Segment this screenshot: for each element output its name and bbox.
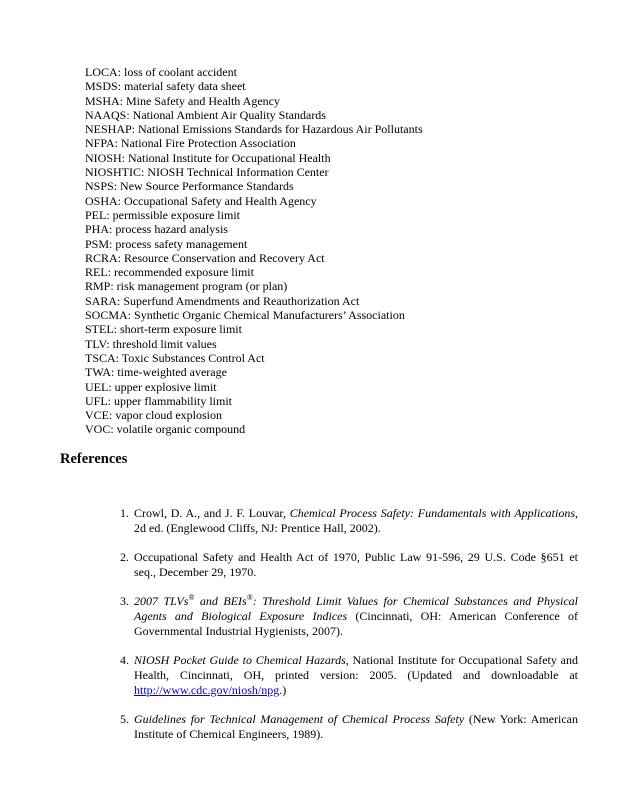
- abbreviation-item: NAAQS: National Ambient Air Quality Standards: [85, 107, 326, 122]
- reference-number: 3.: [120, 594, 129, 608]
- references-heading: References: [60, 451, 128, 467]
- abbreviation-item: NIOSH: National Institute for Occupational Health: [85, 150, 331, 165]
- reference-details: , 2d ed. (Englewood Cliffs, NJ: Prentice Hall, 2002).: [134, 506, 578, 535]
- reference-tail: .): [279, 683, 287, 697]
- abbreviation-item: TLV: threshold limit values: [85, 336, 217, 351]
- abbreviation-item: PEL: permissible exposure limit: [85, 207, 240, 222]
- reference-text: [134, 594, 578, 639]
- abbreviation-item: NIOSHTIC: NIOSH Technical Information Center: [85, 165, 329, 180]
- abbreviation-item: TSCA: Toxic Substances Control Act: [85, 350, 265, 365]
- reference-details: (New York: American Institute of Chemical Engineers, 1989).: [134, 712, 578, 741]
- registered-mark: ®: [188, 593, 195, 602]
- reference-title-part: 2007 TLVs: [134, 594, 189, 608]
- reference-list: [120, 506, 578, 756]
- reference-number: 4.: [120, 653, 129, 667]
- reference-authors: Crowl, D. A., and J. F. Louvar,: [134, 506, 290, 520]
- abbreviation-item: UEL: upper explosive limit: [85, 379, 217, 394]
- abbreviation-item: SARA: Superfund Amendments and Reauthorization Act: [85, 293, 360, 308]
- abbreviation-list: [85, 65, 423, 437]
- abbreviation-item: RMP: risk management program (or plan): [85, 279, 288, 294]
- abbreviation-item: REL: recommended exposure limit: [85, 265, 254, 280]
- abbreviation-item: VCE: vapor cloud explosion: [85, 408, 222, 423]
- abbreviation-item: NSPS: New Source Performance Standards: [85, 179, 294, 194]
- reference-item-5: [120, 712, 578, 742]
- abbreviation-item: UFL: upper flammability limit: [85, 393, 232, 408]
- abbreviation-item: MSDS: material safety data sheet: [85, 79, 246, 94]
- abbreviation-item: SOCMA: Synthetic Organic Chemical Manufacturers’ Association: [85, 308, 405, 323]
- abbreviation-item: LOCA: loss of coolant accident: [85, 65, 237, 79]
- registered-mark: ®: [246, 593, 253, 602]
- abbreviation-item: PHA: process hazard analysis: [85, 222, 228, 237]
- reference-title-part: and BEIs: [194, 594, 247, 608]
- abbreviation-item: RCRA: Resource Conservation and Recovery Act: [85, 250, 325, 265]
- reference-details: , National Institute for Occupational Safety and Health, Cincinnati, OH, printed version: 2005. (Updated and downloadable at: [134, 653, 578, 682]
- abbreviation-item: OSHA: Occupational Safety and Health Agency: [85, 193, 317, 208]
- niosh-link[interactable]: http://www.cdc.gov/niosh/npg: [134, 683, 280, 697]
- reference-details: (Cincinnati, OH: American Conference of Governmental Industrial Hygienists, 2007).: [134, 609, 578, 638]
- abbreviation-item: TWA: time-weighted average: [85, 365, 227, 380]
- reference-item-1: [120, 506, 578, 536]
- reference-item-4: [120, 653, 578, 698]
- reference-text: [134, 506, 578, 536]
- reference-number: 5.: [120, 712, 129, 726]
- reference-title: Chemical Process Safety: Fundamentals with Applications: [289, 506, 575, 520]
- reference-title: NIOSH Pocket Guide to Chemical Hazards: [134, 653, 346, 667]
- reference-number: 1.: [120, 506, 129, 520]
- abbreviation-item: NFPA: National Fire Protection Association: [85, 136, 296, 151]
- abbreviation-item: PSM: process safety management: [85, 236, 248, 251]
- abbreviation-item: NESHAP: National Emissions Standards for Hazardous Air Pollutants: [85, 122, 423, 137]
- reference-text: [134, 653, 578, 698]
- reference-text: [134, 712, 578, 742]
- reference-item-2: [120, 550, 578, 580]
- reference-text: Occupational Safety and Health Act of 1970, Public Law 91-596, 29 U.S. Code §651 et seq., December 29, 1970.: [134, 550, 578, 579]
- reference-title-part: : Threshold Limit Values for Chemical Substances and Physical Agents and Biological Exposure Indices: [134, 594, 579, 623]
- reference-item-3: [120, 594, 578, 639]
- reference-title: Guidelines for Technical Management of Chemical Process Safety: [134, 712, 465, 726]
- abbreviation-item: MSHA: Mine Safety and Health Agency: [85, 93, 280, 108]
- abbreviation-item: VOC: volatile organic compound: [85, 422, 246, 437]
- reference-number: 2.: [120, 550, 129, 564]
- abbreviation-item: STEL: short-term exposure limit: [85, 322, 242, 337]
